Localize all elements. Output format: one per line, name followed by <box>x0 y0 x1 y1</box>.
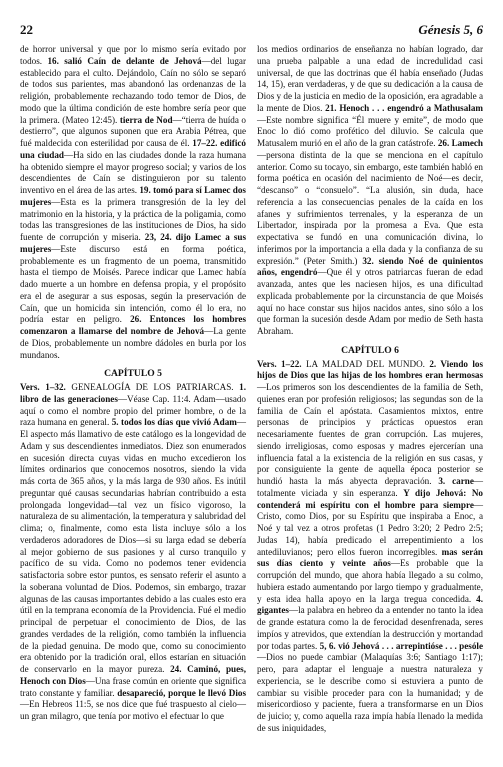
paragraph <box>257 44 483 338</box>
text-run: —Este discurso está en forma poética, probablemente es un fragmento de un poema, transmitido hasta el tiempo de Moisés. Parece indicar que Lamec había dado muerte a un hombre en defensa propia, y el propósito era el de asegurar a sus esposas, según la preservación de Caín, que un homicida sin intención, como él lo era, no podría estar en peligro. <box>20 243 246 325</box>
text-run: —Cristo, como Dios, por su Espíritu que inspiraba a Enoc, a Noé y tal vez a otros profetas (1 Pedro 3:20; 2 Pedro 2:5; Judas 14), había predicado el arrepentimiento a los antediluvianos; pero ellos fueron incorregibles. <box>257 499 483 557</box>
bold-term: tierra de Nod <box>119 114 173 125</box>
text-run: —En Hebreos 11:5, se nos dice que fué traspuesto al cielo—un gran milagro, que tenía por motivo el efectuar lo que <box>20 699 246 721</box>
left-column <box>20 44 246 760</box>
text-columns <box>20 44 483 760</box>
bold-term: 24. Caminó, pues, Henoch con Dios <box>20 664 246 686</box>
text-run: —La gente de Dios, probablemente un nombre dádoles en burla por los mundanos. <box>20 326 246 360</box>
text-run: —Los primeros son los descendientes de la familia de Seth, quienes eran por profesión religiosos; las segundas son de la familia de Caín el apóstata. Casamientos mixtos, entre personas de principios y prácticas opuestos eran necesariamente fuentes de gran corrupción. Las mujeres, siendo irreligiosas, como esposas y madres ejercerían una influencia fatal a la existencia de la religión en sus casas, y por consiguiente la gente de aquella época posterior se hundió hasta la más abyecta depravación. <box>257 382 483 486</box>
text-run: —persona distinta de la que se menciona en el capítulo anterior. Como su tocayo, sin embargo, este también habló en forma poética en ocasión del nacimiento de Noé—es decir, “descanso” o “consuelo”. “La alusión, sin duda, hace referencia a las consecuencias penales de la caída en los afanes y sufrimientos terrenales, y la esperanza de un Libertador, inspirada por la promesa a Eva. Que esta expectativa se fundó en una comunicación divina, lo inferimos por la importancia a ella dada y la confianza de su expresión.” (Peter Smith.) <box>257 149 483 266</box>
text-run: —del lugar establecido para el culto. Dejándolo, Caín no sólo se separó de todos sus parientes, mas abandonó las ordenanzas de la religión, probablemente rechazando todo temor de Dios, de modo que la última condición de este hombre sería peor que la primera. (Mateo 12:45). <box>20 55 246 125</box>
bold-term: Vers. 1–32. <box>20 382 66 392</box>
text-run: de horror universal y que por lo mismo sería evitado por todos. <box>20 44 246 66</box>
paragraph <box>257 359 483 735</box>
text-run: GENEALOGÍA DE LOS PATRIARCAS. <box>65 382 240 392</box>
bold-term: Vers. 1–22. <box>257 358 302 369</box>
text-run: —Véase Cap. 11:4. Adam—usado aquí o como el nombre propio del primer hombre, o de la raza humana en general. <box>20 393 246 428</box>
text-run: —Esta es la primera transgresión de la ley del matrimonio en la historia, y la práctica de la poligamia, como todas las transgresiones de las instituciones de Dios, ha sido fuente de corrupción y miseria. <box>20 196 246 242</box>
text-run: —la palabra en hebreo da a entender no tanto la idea de grande estatura como la de ferocidad desenfrenada, seres impíos y atrevidos, que extendían la destrucción y mortandad por todas partes. <box>257 605 483 651</box>
bold-term: 17–22. edificó una ciudad <box>20 138 246 160</box>
bold-term: 1. libro de las generaciones <box>20 382 247 404</box>
page-number: 22 <box>20 22 33 37</box>
bold-term: 16. salió Caín de delante de Jehová <box>47 55 202 66</box>
text-run: —Que él y otros patriarcas fueran de edad avanzada, antes que les naciesen hijos, es una dificultad explicada probablemente por la circunstancia de que Moisés aquí no hace constar sus hijos nacidos antes, sino sólo a los que forman la sucesión desde Adam por medio de Seth hasta Abraham. <box>257 267 483 336</box>
bold-term: 2. Viendo los hijos de Dios que las hijas de los hombres eran hermosas <box>257 358 483 381</box>
text-run: —El aspecto más llamativo de este catálogo es la longevidad de Adam y sus descendientes inmediatos. Diez son enumerados en sucesión directa cuyas vidas en mucho excedieron los límites ordinarios que conocemos nosotros, siendo la vida más corta de 365 años, y la más larga de 930 años. Es inútil preguntar qué causas secundarias habrían contribuido a esta prolongada longevidad—tal vez un físico vigoroso, la naturaleza de su alimentación, la temperatura y salubridad del clima; o, finalmente, como esta lista incluye sólo a los verdaderos adoradores de Dios—si su larga edad se debería al mejor gobierno de sus pasiones y al curso tranquilo y pacífico de su vida. Como no podemos tener evidencia satisfactoria sobre estor puntos, es sensato referir el asunto a la soberana voluntad de Dios. Podemos, sin embargo, trazar algunas de las causas importantes debido a las cuales esto era útil en la temprana economía de la Providencia. Fué el medio principal de perpetuar el conocimiento de Dios, de las grandes verdades de la religión, como también la influencia de la piedad genuina. De modo que, como su conocimiento era obtenido por la tradición oral, ellos estarían en situación de conservarlo en la mayor pureza. <box>20 417 246 674</box>
bold-term: 5. todos los días que vivió Adam <box>111 417 237 428</box>
bold-term: 26. Entonces los hombres comenzaron a llamarse del nombre de Jehová <box>20 314 247 336</box>
text-run: —Ha sido en las ciudades donde la raza humana ha obtenido siempre el mayor progreso social; y varios de los descendientes de Caín se distinguieron por su talento inventivo en el área de las artes. <box>20 149 246 195</box>
bold-term: 19. tomó para sí Lamec dos mujeres <box>20 185 246 207</box>
right-column <box>257 44 483 760</box>
text-run: —Es probable que la corrupción del mundo, que ahora había llegado a su colmo, hubiera estado aumentando por largo tiempo y gradualmente, y esta idea halla apoyo en la larga tregua concedida. <box>257 558 484 604</box>
bold-term: desapareció, porque le llevó Dios <box>117 687 246 698</box>
text-run: —Una frase común en oriente que significa trato constante y familiar. <box>20 675 247 698</box>
bold-term: 26. Lamech <box>437 138 483 148</box>
bold-term: 4. gigantes <box>257 593 483 616</box>
text-run: los medios ordinarios de enseñanza no habían logrado, dar una prueba palpable a una edad de incredulidad casi universal, de que las doctrinas que él había enseñado (Judas 14, 15), eran verdaderas, y de que su dedicación a la causa de Dios y de la justicia en medio de la oposición, era agradable a la mente de Dios. <box>257 44 483 113</box>
bold-term: 32. siendo Noé de quinientos años, engendró <box>257 255 483 278</box>
text-run: —totalmente viciada y sin esperanza. <box>257 476 483 498</box>
paragraph <box>20 44 246 361</box>
bold-term: mas serán sus días ciento y veinte años <box>257 546 483 569</box>
chapter-heading: CAPÍTULO 6 <box>341 344 399 356</box>
text-run: —Dios no puede cambiar (Malaquías 3:6; Santiago 1:17); pero, para adaptar el lenguaje a nuestra naturaleza y experiencia, se le describe como si estuviera a punto de cambiar su visible proceder para con la humanidad; y de misericordioso y paciente, fuera a transformarse en un Dios de juicio; y, como aquella raza impía había llenado la medida de sus iniquidades, <box>257 652 483 733</box>
bold-term: 23, 24. dijo Lamec a sus mujeres <box>20 232 246 254</box>
chapter-heading: CAPÍTULO 5 <box>104 368 162 380</box>
running-head: Génesis 5, 6 <box>418 22 483 37</box>
text-run: —Este nombre significa “Él muere y emite”, de modo que Enoc lo dió como profético del diluvio. Se calcula que Matusalem murió en el año de la gran catástrofe. <box>257 114 483 148</box>
page-header <box>20 22 483 40</box>
text-run: LA MALDAD DEL MUNDO. <box>301 358 430 369</box>
paragraph <box>20 382 246 723</box>
bold-term: 5, 6. vió Jehová . . . arrepintióse . . . pesóle <box>319 640 483 651</box>
bold-term: 3. carne <box>438 476 474 486</box>
text-run: —“tierra de huída o destierro”, que algunos suponen que era Arabia Pétrea, que fué maldecida con esterilidad por causa de él. <box>20 114 246 148</box>
bold-term: Y dijo Jehová: No contenderá mi espíritu con el hombre para siempre <box>257 487 483 510</box>
bold-term: 21. Henoch . . . engendró a Mathusalam <box>325 102 483 113</box>
